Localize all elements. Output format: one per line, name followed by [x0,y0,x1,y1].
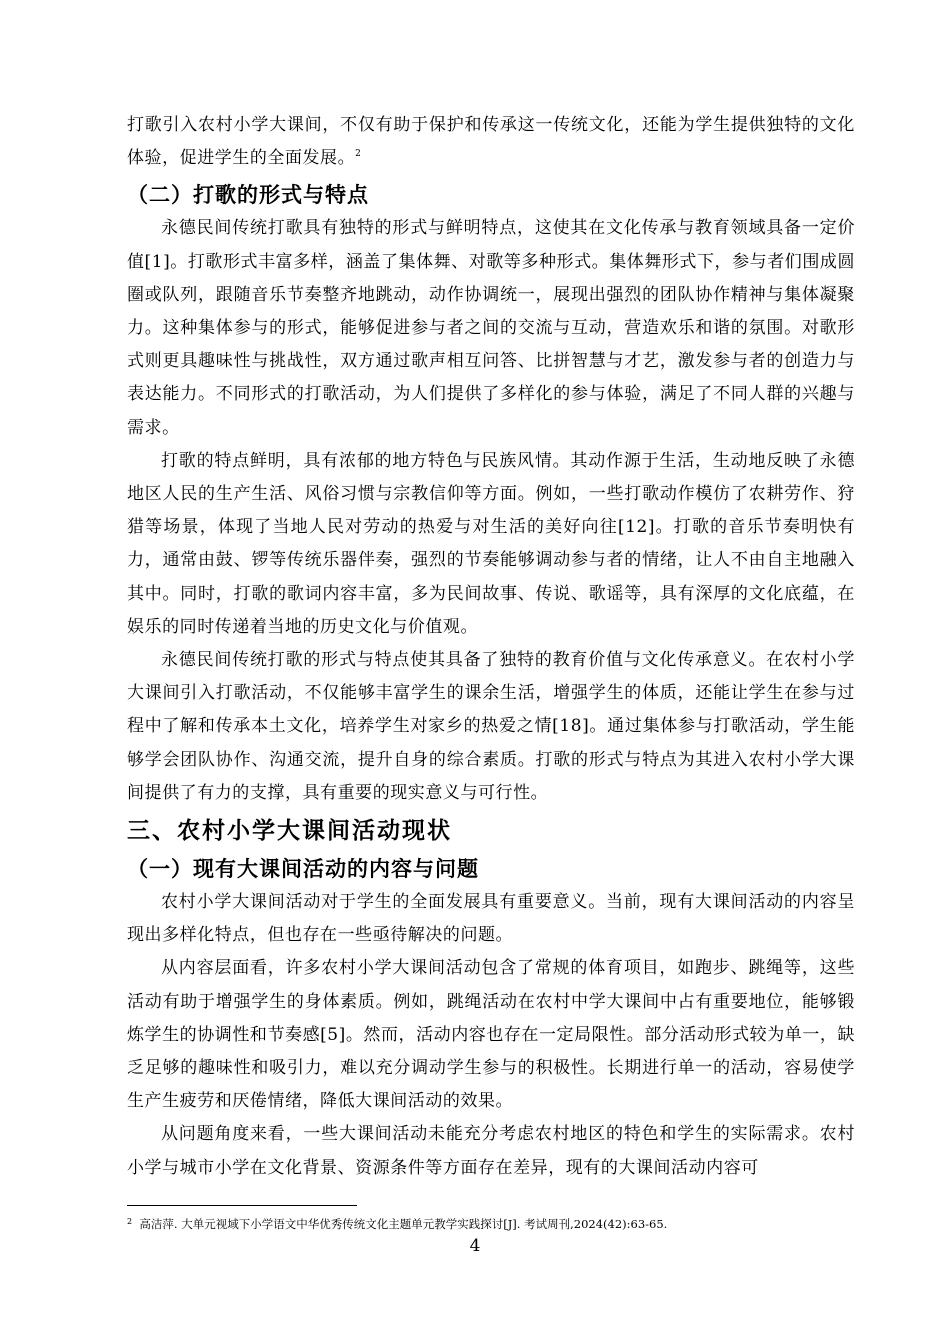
footnote [127,1216,857,1232]
footnote-separator [127,1205,357,1206]
page-body [127,109,855,1185]
subsection-heading-content-problems: （一）现有大课间活动的内容与问题 [127,857,479,882]
footnote-text: 高洁萍. 大单元视域下小学语文中华优秀传统文化主题单元教学实践探讨[J]. 考试周刊,2024(42):63-65. [139,1217,668,1231]
paragraph-forms: 永德民间传统打歌具有独特的形式与鲜明特点，这使其在文化传承与教育领域具备一定价值[1]。打歌形式丰富多样，涵盖了集体舞、对歌等多种形式。集体舞形式下，参与者们围成圆圈或队列，跟随音乐节奏整齐地跳动，动作协调统一，展现出强烈的团队协作精神与集体凝聚力。这种集体参与的形式，能够促进参与者之间的交流与互动，营造欢乐和谐的氛围。对歌形式则更具趣味性与挑战性，双方通过歌声相互问答、比拼智慧与才艺，激发参与者的创造力与表达能力。不同形式的打歌活动，为人们提供了多样化的参与体验，满足了不同人群的兴趣与需求。 [127,218,855,438]
paragraph-continuation [127,109,855,175]
paragraph-features: 打歌的特点鲜明，具有浓郁的地方特色与民族风情。其动作源于生活，生动地反映了永德地区人民的生产生活、风俗习惯与宗教信仰等方面。例如，一些打歌动作模仿了农耕劳作、狩猎等场景，体现了当地人民对劳动的热爱与对生活的美好向往[12]。打歌的音乐节奏明快有力，通常由鼓、锣等传统乐器伴奏，强烈的节奏能够调动参与者的情绪，让人不由自主地融入其中。同时，打歌的歌词内容丰富，多为民间故事、传说、歌谣等，具有深厚的文化底蕴，在娱乐的同时传递着当地的历史文化与价值观。 [127,450,855,637]
footnote-reference[interactable]: 2 [355,149,362,160]
paragraph-content-level: 从内容层面看，许多农村小学大课间活动包含了常规的体育项目，如跑步、跳绳等，这些活动有助于增强学生的身体素质。例如，跳绳活动在农村中学大课间中占有重要地位，能够锻炼学生的协调性和节奏感[5]。然而，活动内容也存在一定局限性。部分活动形式较为单一，缺乏足够的趣味性和吸引力，难以充分调动学生参与的积极性。长期进行单一的活动，容易使学生产生疲劳和厌倦情绪，降低大课间活动的效果。 [127,958,855,1112]
paragraph-intro: 农村小学大课间活动对于学生的全面发展具有重要意义。当前，现有大课间活动的内容呈现出多样化特点，但也存在一些亟待解决的问题。 [127,892,855,946]
paragraph-text: 打歌引入农村小学大课间，不仅有助于保护和传承这一传统文化，还能为学生提供独特的文化体验，促进学生的全面发展。 [127,115,855,169]
page-number: 4 [469,1236,481,1256]
subsection-heading-form-features: （二）打歌的形式与特点 [127,183,369,208]
paragraph-value: 永德民间传统打歌的形式与特点使其具备了独特的教育价值与文化传承意义。在农村小学大课间引入打歌活动，不仅能够丰富学生的课余生活，增强学生的体质，还能让学生在参与过程中了解和传承本土文化，培养学生对家乡的热爱之情[18]。通过集体参与打歌活动，学生能够学会团队协作、沟通交流，提升自身的综合素质。打歌的形式与特点为其进入农村小学大课间提供了有力的支撑，具有重要的现实意义与可行性。 [127,650,855,803]
section-heading-current-status: 三、农村小学大课间活动现状 [127,818,452,845]
paragraph-problem-angle: 从问题角度来看，一些大课间活动未能充分考虑农村地区的特色和学生的实际需求。农村小学与城市小学在文化背景、资源条件等方面存在差异，现有的大课间活动内容可 [127,1124,855,1178]
footnote-mark: 2 [127,1217,133,1226]
